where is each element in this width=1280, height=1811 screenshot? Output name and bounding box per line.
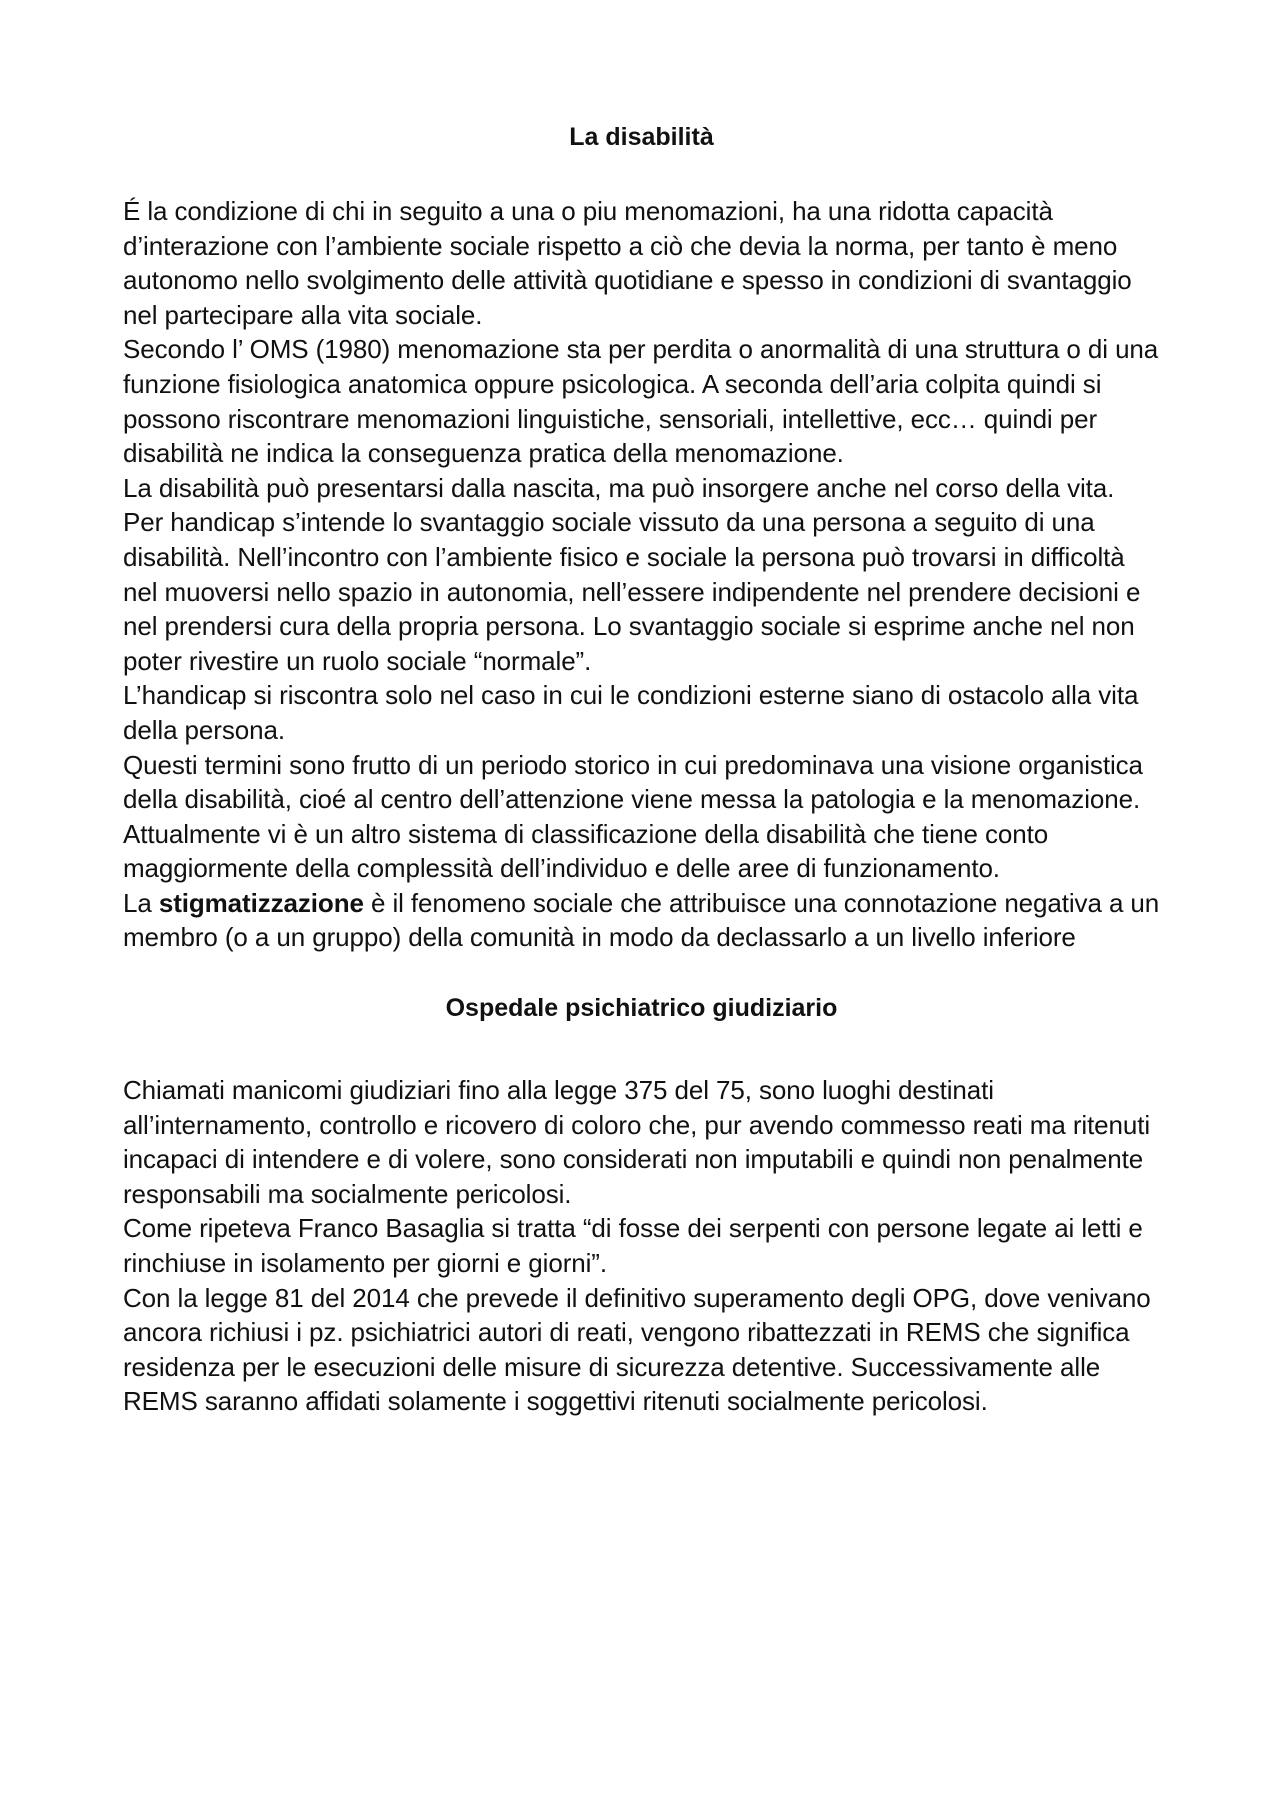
section-title-opg: Ospedale psichiatrico giudiziario (445, 994, 838, 1023)
paragraph: L’handicap si riscontra solo nel caso in cui le condizioni esterne siano di ostacolo alla vita della persona. (123, 680, 1139, 745)
section-body-disabilita (123, 194, 1160, 955)
paragraph: É la condizione di chi in seguito a una o piu menomazioni, ha una ridotta capacità d’interazione con l’ambiente sociale rispetto a ciò che devia la norma, per tanto è meno autonomo nello svolgimento delle attività quotidiane e spesso in condizioni di svantaggio nel partecipare alla vita sociale. (123, 196, 1132, 330)
paragraph: Con la legge 81 del 2014 che prevede il definitivo superamento degli OPG, dove venivano ancora richiusi i pz. psichiatrici autori di reati, vengono ribattezzati in REMS che significa residenza per le esecuzioni delle misure di sicurezza detentive. Successivamente alle REMS saranno affidati solamente i soggettivi ritenuti socialmente pericolosi. (123, 1282, 1151, 1417)
stigma-prefix: La (123, 887, 159, 918)
paragraph: La disabilità può presentarsi dalla nascita, ma può insorgere anche nel corso della vita. (123, 472, 1115, 503)
section-body-opg (123, 1073, 1160, 1419)
stigma-definition: è il fenomeno sociale che attribuisce una connotazione negativa a un membro (o a un gruppo) della comunità in modo da declassarlo a un livello inferiore (123, 887, 1160, 953)
paragraph: Per handicap s’intende lo svantaggio sociale vissuto da una persona a seguito di una disabilità. Nell’incontro con l’ambiente fisico e sociale la persona può trovarsi in difficoltà nel muoversi nello spazio in autonomia, nell’essere indipendente nel prendere decisioni e nel prendersi cura della propria persona. Lo svantaggio sociale si esprime anche nel non poter rivestire un ruolo sociale “normale”. (123, 507, 1141, 676)
paragraph: Questi termini sono frutto di un periodo storico in cui predominava una visione organistica della disabilità, cioé al centro dell’attenzione viene messa la patologia e la menomazione. Attualmente vi è un altro sistema di classificazione della disabilità che tiene conto maggiormente della complessità dell’individuo e delle aree di funzionamento. (123, 749, 1143, 884)
paragraph: Secondo l’ OMS (1980) menomazione sta per perdita o anormalità di una struttura o di una funzione fisiologica anatomica oppure psicologica. A seconda dell’aria colpita quindi si possono riscontrare menomazioni linguistiche, sensoriali, intellettive, ecc… quindi per disabilità ne indica la conseguenza pratica della menomazione. (123, 334, 1159, 469)
paragraph: Come ripeteva Franco Basaglia si tratta “di fosse dei serpenti con persone legate ai letti e rinchiuse in isolamento per giorni e giorni”. (123, 1213, 1143, 1279)
stigmatizzazione-paragraph (123, 886, 1160, 955)
paragraph: Chiamati manicomi giudiziari fino alla legge 375 del 75, sono luoghi destinati all’internamento, controllo e ricovero di coloro che, pur avendo commesso reati ma ritenuti incapaci di intendere e di volere, sono considerati non imputabili e quindi non penalmente responsabili ma socialmente pericolosi. (123, 1075, 1151, 1209)
stigma-term: stigmatizzazione (158, 887, 364, 918)
section-title-disabilita: La disabilità (569, 123, 714, 151)
